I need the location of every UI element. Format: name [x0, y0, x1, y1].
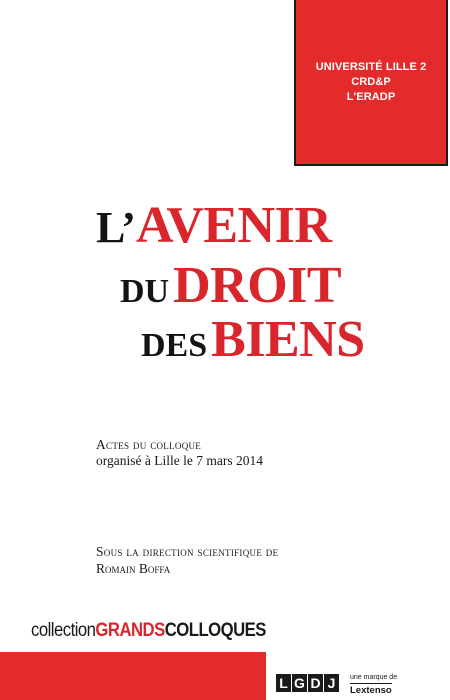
title-line-3-word: BIENS: [211, 311, 365, 368]
title-line-2-word: DROIT: [173, 257, 342, 314]
collection-name: [31, 620, 266, 642]
title-line-3-prefix: DES: [141, 327, 208, 364]
publisher-tagline: une marque de: [350, 674, 398, 681]
research-team: L'ERADP: [346, 91, 396, 103]
university-lines: [296, 60, 446, 105]
title-line-2-prefix: DU: [120, 273, 170, 310]
title-line-3: [141, 310, 365, 369]
lgdj-logo: [276, 674, 339, 692]
proceedings-label: Actes du colloque: [96, 437, 202, 452]
editor-label: Sous la direction scientifique de: [96, 544, 279, 559]
title-line-1-word: AVENIR: [135, 197, 332, 254]
publisher-logo: [266, 652, 450, 700]
collection-prefix: collection: [31, 620, 96, 641]
research-center: CRD&P: [351, 76, 391, 88]
proceedings-info: [96, 437, 263, 469]
editor-name: Romain Boffa: [96, 561, 171, 576]
collection-word-colloques: COLLOQUES: [164, 620, 266, 641]
lgdj-letter-g: G: [292, 674, 307, 692]
publisher-brand: Lextenso: [350, 685, 392, 696]
proceedings-date: organisé à Lille le 7 mars 2014: [96, 453, 263, 468]
lgdj-letter-l: L: [276, 674, 291, 692]
title-line-1-prefix: L’: [96, 203, 136, 252]
editor-info: [96, 543, 278, 577]
university-name: UNIVERSITÉ LILLE 2: [315, 61, 427, 73]
lgdj-letter-j: J: [324, 674, 339, 692]
university-box: [294, 0, 448, 166]
title-line-1: [96, 196, 331, 255]
title-line-2: [120, 256, 341, 315]
lgdj-letter-d: D: [308, 674, 323, 692]
collection-word-grands: GRANDS: [95, 620, 165, 641]
